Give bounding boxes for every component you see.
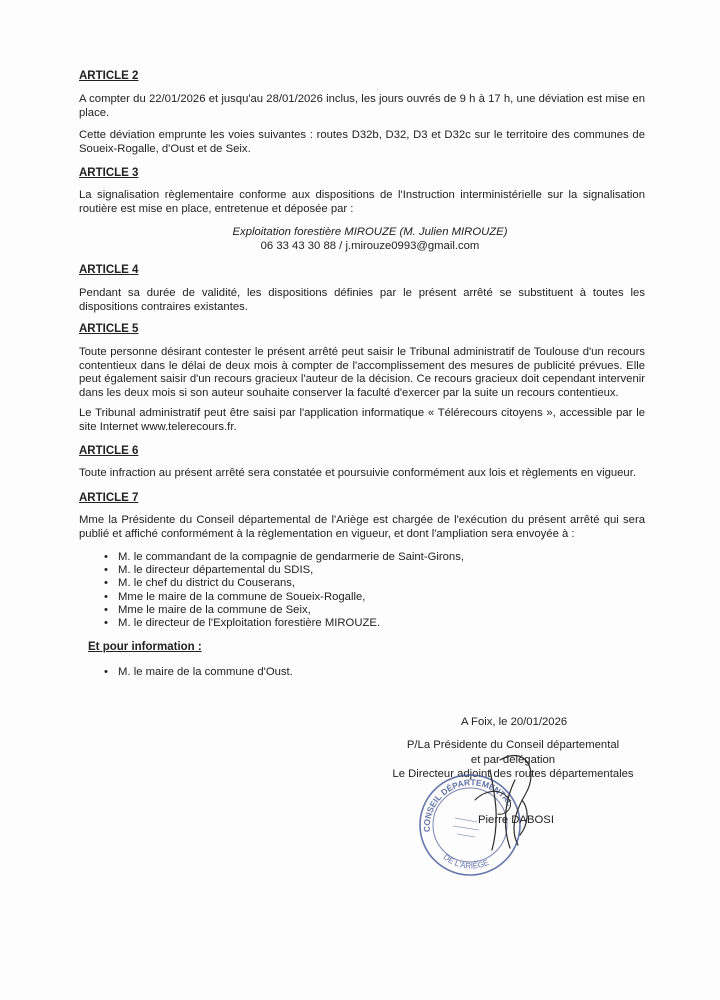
signature-line-1: P/La Présidente du Conseil départemental: [406, 739, 620, 751]
article-2-heading: ARTICLE 2: [79, 70, 139, 82]
article-5-heading: ARTICLE 5: [79, 323, 139, 335]
contact-details: 06 33 43 30 88 / j.mirouze0993@gmail.com: [260, 239, 480, 252]
contact-name: Exploitation forestière MIROUZE (M. Julien MIROUZE): [232, 226, 508, 238]
stamp-outer-text: CONSEIL DÉPARTEMENTAL: [421, 777, 516, 833]
recipients-list: [104, 551, 464, 630]
place-date: A Foix, le 20/01/2026: [461, 716, 568, 728]
list-item: • M. le maire de la commune d'Oust.: [104, 666, 293, 679]
article-5-paragraph-1: Toute personne désirant contester le présent arrêté peut saisir le Tribunal administratif de Toulouse d'un recours contentieux dans le délai de deux mois à compter de l'accomplissement des mesures de publicité prévues. Elle peut également saisir d'un recours gracieux l'auteur de la décision. Ce recours gracieux doit cependant intervenir dans les deux mois si son auteur souhaite conserver la faculté d'exercer par la suite un recours contentieux.: [79, 346, 645, 399]
info-heading: Et pour information :: [88, 641, 202, 653]
signature-line-2: et par délégation: [470, 754, 556, 766]
article-5-paragraph-2: Le Tribunal administratif peut être saisi par l'application informatique « Télérecours citoyens », accessible par le site Internet www.telerecours.fr.: [79, 407, 645, 433]
article-2-paragraph-1: A compter du 22/01/2026 et jusqu'au 28/01/2026 inclus, les jours ouvrés de 9 h à 17 h, une déviation est mise en place.: [79, 93, 645, 119]
signatory-name: Pierre DABOSI: [478, 814, 554, 826]
stamp-bottom-text: DE L'ARIÈGE: [441, 852, 491, 871]
info-recipients-list: [104, 666, 293, 679]
list-item: • M. le commandant de la compagnie de gendarmerie de Saint-Girons,: [104, 551, 464, 564]
signature-line-3: Le Directeur adjoint des routes départementales: [392, 768, 634, 780]
list-item: • Mme le maire de la commune de Soueix-Rogalle,: [104, 591, 464, 604]
article-2-paragraph-2: Cette déviation emprunte les voies suivantes : routes D32b, D32, D3 et D32c sur le territoire des communes de Soueix-Rogalle, d'Oust et de Seix.: [79, 129, 645, 155]
article-6-paragraph-1: Toute infraction au présent arrêté sera constatée et poursuivie conformément aux lois et règlements en vigueur.: [79, 467, 636, 479]
list-item: • M. le directeur de l'Exploitation forestière MIROUZE.: [104, 617, 464, 630]
article-6-heading: ARTICLE 6: [79, 445, 139, 457]
list-item: • M. le directeur départemental du SDIS,: [104, 564, 464, 577]
article-3-heading: ARTICLE 3: [79, 167, 139, 179]
article-4-heading: ARTICLE 4: [79, 264, 139, 276]
contact-block: [180, 226, 560, 253]
article-4-paragraph-1: Pendant sa durée de validité, les dispositions définies par le présent arrêté se substituent à toutes les dispositions contraires existantes.: [79, 287, 645, 313]
handwritten-signature: [430, 740, 550, 860]
article-3-paragraph-1: La signalisation règlementaire conforme aux dispositions de l'Instruction interministérielle sur la signalisation routière est mise en place, entretenue et déposée par :: [79, 189, 645, 215]
article-7-heading: ARTICLE 7: [79, 492, 139, 504]
list-item: • Mme le maire de la commune de Seix,: [104, 604, 464, 617]
list-item: • M. le chef du district du Couserans,: [104, 577, 464, 590]
article-7-paragraph-1: Mme la Présidente du Conseil départemental de l'Ariège est chargée de l'exécution du présent arrêté qui sera publié et affiché conformément à la règlementation en vigueur, et dont l'ampliation sera envoyée à :: [79, 514, 645, 540]
